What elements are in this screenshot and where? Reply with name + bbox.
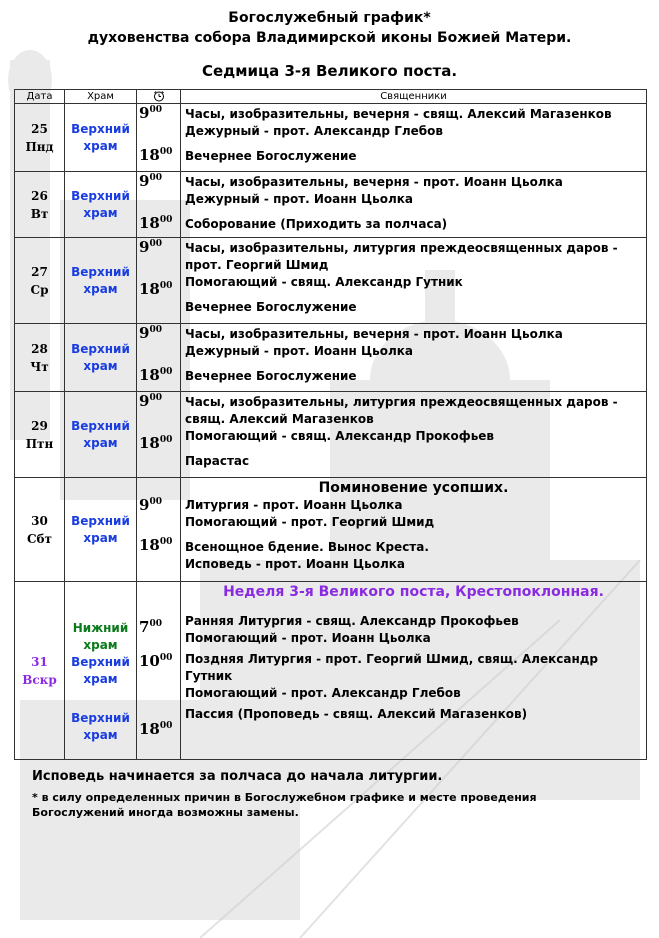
temple-word: храм xyxy=(83,205,118,220)
schedule-row xyxy=(15,104,647,172)
service-time-minutes: 00 xyxy=(149,393,162,403)
column-header-date: Дата xyxy=(15,90,65,104)
service-gap xyxy=(185,291,642,299)
temple-word: храм xyxy=(83,138,118,153)
service-gap xyxy=(185,531,642,539)
service-time-minutes: 00 xyxy=(159,537,173,547)
service-line: Поздняя Литургия - прот. Георгий Шмид, свящ. Александр Гутник xyxy=(185,652,599,683)
date-cell xyxy=(15,478,65,582)
date-cell xyxy=(15,172,65,238)
service-time: $18^{00}$ xyxy=(139,434,173,452)
service-time-minutes: 00 xyxy=(149,619,162,629)
service-time-minutes: 00 xyxy=(149,497,162,507)
schedule-row xyxy=(15,172,647,238)
service-gap xyxy=(185,208,642,216)
week-title: Седмица 3-я Великого поста. xyxy=(201,62,458,80)
service-time: $9^{00}$ xyxy=(139,172,162,190)
service-line: Парастас xyxy=(185,454,250,468)
day-number: 28 xyxy=(31,341,48,356)
service-line: Вечернее Богослужение xyxy=(185,369,357,383)
service-time: $9^{00}$ xyxy=(139,324,162,342)
service-line: Вечернее Богослужение xyxy=(185,149,357,163)
service-time: $7^{00}$ xyxy=(139,618,162,636)
date-cell xyxy=(15,392,65,478)
temple-cell xyxy=(65,392,137,478)
service-line: Пассия (Проповедь - свящ. Алексий Магазенков) xyxy=(185,707,528,721)
page-footer xyxy=(32,769,632,820)
service-line: Помогающий - прот. Иоанн Цьолка xyxy=(185,631,431,645)
temple-word: Верхний xyxy=(71,121,130,136)
temple-word: храм xyxy=(83,637,118,652)
service-line: Всенощное бдение. Вынос Креста. xyxy=(185,540,429,554)
service-line: Часы, изобразительны, вечерня - прот. Иоанн Цьолка xyxy=(185,327,563,341)
service-line: Дежурный - прот. Иоанн Цьолка xyxy=(185,192,414,206)
priests-cell xyxy=(181,104,647,172)
time-cell xyxy=(137,104,181,172)
service-time-minutes: 00 xyxy=(149,239,162,249)
time-cell xyxy=(137,324,181,392)
service-gap xyxy=(185,601,642,613)
service-line: Литургия - прот. Иоанн Цьолка xyxy=(185,498,403,512)
service-line: Исповедь - прот. Иоанн Цьолка xyxy=(185,557,405,571)
weekday: Ср xyxy=(30,282,49,297)
time-cell xyxy=(137,238,181,324)
priests-cell xyxy=(181,392,647,478)
schedule-subtitle: духовенства собора Владимирской иконы Божией Матери. xyxy=(87,30,572,46)
column-header-priests: Священники xyxy=(181,90,647,104)
service-time-minutes: 00 xyxy=(159,215,173,225)
time-cell xyxy=(137,582,181,760)
temple-word: храм xyxy=(83,671,118,686)
changes-note: * в силу определенных причин в Богослужебном графике и месте проведения Богослужений иногда возможны замены. xyxy=(32,791,537,819)
temple-block xyxy=(65,710,136,754)
temple-word: храм xyxy=(83,727,118,742)
date-cell xyxy=(15,582,65,760)
temple-word: Верхний xyxy=(71,264,130,279)
time-cell xyxy=(137,478,181,582)
service-gap xyxy=(185,445,642,453)
temple-cell xyxy=(65,104,137,172)
service-gap xyxy=(185,360,642,368)
service-time-minutes: 00 xyxy=(159,653,173,663)
priests-cell xyxy=(181,172,647,238)
service-gap xyxy=(185,140,642,148)
service-time-minutes: 00 xyxy=(149,173,162,183)
weekday: Чт xyxy=(30,359,49,374)
temple-word: храм xyxy=(83,281,118,296)
special-day-title: Поминовение усопших. xyxy=(318,480,509,496)
date-cell xyxy=(15,104,65,172)
weekday: Вт xyxy=(30,206,49,221)
service-line: Вечернее Богослужение xyxy=(185,300,357,314)
priests-cell xyxy=(181,324,647,392)
service-time: $9^{00}$ xyxy=(139,496,162,514)
service-line: Помогающий - прот. Александр Глебов xyxy=(185,686,461,700)
service-time: $18^{00}$ xyxy=(139,214,173,232)
service-time: $18^{00}$ xyxy=(139,536,173,554)
schedule-row-sunday xyxy=(15,582,647,760)
service-time-minutes: 00 xyxy=(159,281,173,291)
service-time-minutes: 00 xyxy=(159,721,173,731)
temple-word: храм xyxy=(83,358,118,373)
service-line: Помогающий - свящ. Александр Гутник xyxy=(185,275,463,289)
service-time-minutes: 00 xyxy=(159,367,173,377)
schedule-row xyxy=(15,478,647,582)
service-line: Помогающий - прот. Георгий Шмид xyxy=(185,515,435,529)
service-time-minutes: 00 xyxy=(159,147,173,157)
temple-cell xyxy=(65,238,137,324)
weekday: Сбт xyxy=(27,531,52,546)
temple-word: Верхний xyxy=(71,341,130,356)
time-cell xyxy=(137,392,181,478)
special-day-title: Неделя 3-я Великого поста, Крестопоклонная. xyxy=(223,584,604,600)
service-time-minutes: 00 xyxy=(149,325,162,335)
temple-cell xyxy=(65,172,137,238)
service-line: Помогающий - свящ. Александр Прокофьев xyxy=(185,429,495,443)
schedule-title: Богослужебный график* xyxy=(228,10,431,26)
service-line: Часы, изобразительны, вечерня - свящ. Алексий Магазенков xyxy=(185,107,612,121)
service-line: Часы, изобразительны, вечерня - прот. Иоанн Цьолка xyxy=(185,175,563,189)
day-number: 25 xyxy=(31,121,48,136)
weekday: Птн xyxy=(25,436,54,451)
service-line: Часы, изобразительны, литургия преждеосвященных даров - прот. Георгий Шмид xyxy=(185,241,618,272)
service-time: $9^{00}$ xyxy=(139,104,162,122)
schedule-table xyxy=(14,89,647,760)
priests-cell xyxy=(181,582,647,760)
service-time: $18^{00}$ xyxy=(139,280,173,298)
priests-cell xyxy=(181,478,647,582)
temple-word: Нижний xyxy=(72,620,129,635)
service-time: $18^{00}$ xyxy=(139,366,173,384)
temple-word: храм xyxy=(83,435,118,450)
service-line: Ранняя Литургия - свящ. Александр Прокофьев xyxy=(185,614,519,628)
date-cell xyxy=(15,238,65,324)
service-time: $18^{00}$ xyxy=(139,146,173,164)
service-time-minutes: 00 xyxy=(149,105,162,115)
schedule-row xyxy=(15,324,647,392)
column-header-time xyxy=(137,90,181,104)
service-line: Часы, изобразительны, литургия преждеосвященных даров - свящ. Алексий Магазенков xyxy=(185,395,618,426)
weekday: Пнд xyxy=(25,139,54,154)
day-number: 27 xyxy=(31,264,48,279)
temple-cell xyxy=(65,582,137,760)
schedule-row xyxy=(15,238,647,324)
service-time: $9^{00}$ xyxy=(139,392,162,410)
day-number: 31 xyxy=(31,654,48,669)
temple-cell xyxy=(65,324,137,392)
day-number: 29 xyxy=(31,418,48,433)
temple-word: Верхний xyxy=(71,188,130,203)
priests-cell xyxy=(181,238,647,324)
service-time: $10^{00}$ xyxy=(139,652,173,670)
temple-word: Верхний xyxy=(71,710,130,725)
day-number: 26 xyxy=(31,188,48,203)
temple-block xyxy=(65,654,136,710)
service-line: Соборование (Приходить за полчаса) xyxy=(185,217,448,231)
service-time: $18^{00}$ xyxy=(139,720,173,738)
column-header-temple: Храм xyxy=(65,90,137,104)
date-cell xyxy=(15,324,65,392)
service-line: Дежурный - прот. Иоанн Цьолка xyxy=(185,344,414,358)
temple-word: Верхний xyxy=(71,654,130,669)
temple-block xyxy=(65,620,136,654)
temple-word: храм xyxy=(83,530,118,545)
temple-cell xyxy=(65,478,137,582)
clock-icon xyxy=(153,90,165,102)
service-line: Дежурный - прот. Александр Глебов xyxy=(185,124,443,138)
schedule-row xyxy=(15,392,647,478)
service-time: $9^{00}$ xyxy=(139,238,162,256)
temple-word: Верхний xyxy=(71,418,130,433)
service-time-minutes: 00 xyxy=(159,435,173,445)
confession-note: Исповедь начинается за полчаса до начала литургии. xyxy=(32,769,443,784)
time-cell xyxy=(137,172,181,238)
day-number: 30 xyxy=(31,513,48,528)
temple-word: Верхний xyxy=(71,513,130,528)
weekday: Вскр xyxy=(22,672,57,687)
